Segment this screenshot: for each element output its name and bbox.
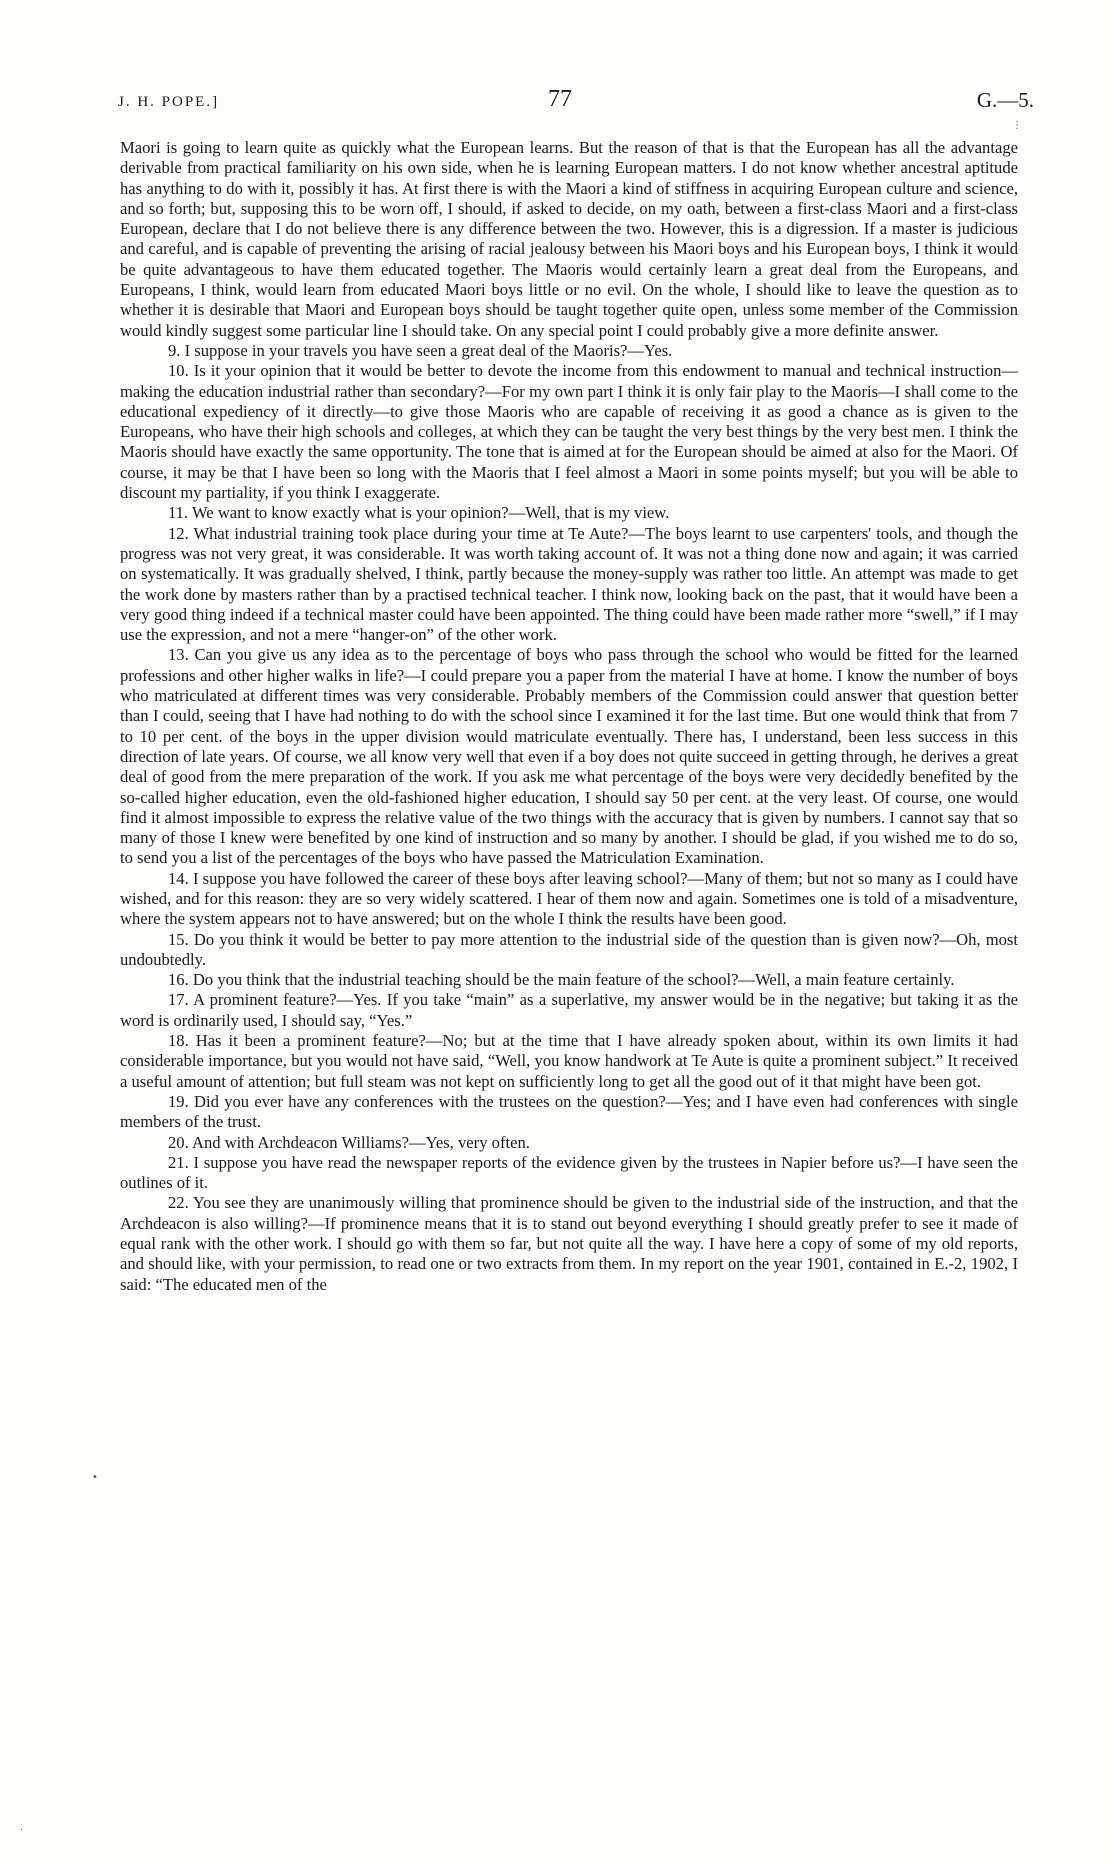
question-12: 12. What industrial training took place during your time at Te Aute?—The boys learnt to use carpenters' tools, and though the progress was not very great, it was considerable. It was worth taking account of. It was not a thing done now and again; it was carried on systematically. It was gradually shelved, I think, partly because the money-supply was rather too little. An attempt was made to get the work done by masters rather than by a practised technical teacher. I think now, looking back on the past, that it would have been a very good thing indeed if a technical master could have been appointed. The thing could have been made rather more “swell,” if I may use the expression, and not a mere “hanger-on” of the other work.	[120, 523, 1018, 645]
question-22: 22. You see they are unanimously willing that prominence should be given to the industrial side of the instruction, and that the Archdeacon is also willing?—If prominence means that it is to stand out beyond everything I should greatly prefer to see it made of equal rank with the other work. I should go with them so far, but not quite all the way. I have here a copy of some of my old reports, and should like, with your permission, to read one or two extracts from them. In my report on the year 1901, contained in E.-2, 1902, I said: “The educated men of the	[120, 1193, 1018, 1294]
question-14: 14. I suppose you have followed the career of these boys after leaving school?—Many of them; but not so many as I could have wished, and for this reason: they are so very widely scattered. I hear of them now and again. Sometimes one is told of a misadventure, where the system appears not to have answered; but on the whole I think the results have been good.	[120, 868, 1018, 929]
body-text	[120, 138, 1018, 1295]
page-number: 77	[548, 86, 572, 112]
question-21: 21. I suppose you have read the newspaper reports of the evidence given by the trustees in Napier before us?—I have seen the outlines of it.	[120, 1152, 1018, 1193]
parliamentary-paper-ref: G.—5.	[976, 88, 1034, 112]
paragraph-continuation: Maori is going to learn quite as quickly what the European learns. But the reason of that is that the European has all the advantage derivable from practical familiarity on his own side, when he is learning European matters. I do not know whether ancestral aptitude has anything to do with it, possibly it has. At first there is with the Maori a kind of stiffness in acquiring European culture and science, and so forth; but, supposing this to be worn off, I should, if asked to decide, on my oath, between a first-class Maori and a first-class European, declare that I do not believe there is any difference between the two. However, this is a digression. If a master is judicious and careful, and is capable of preventing the arising of racial jealousy between his Maori boys and his European boys, I think it would be quite advantageous to have them educated together. The Maoris would certainly learn a great deal from the Europeans, and Europeans, I think, would learn from educated Maori boys little or no evil. On the whole, I should like to leave the question as to whether it is desirable that Maori and European boys should be taught together quite open, unless some member of the Commission would kindly suggest some particular line I should take. On any special point I could probably give a more definite answer.	[120, 138, 1018, 340]
question-20: 20. And with Archdeacon Williams?—Yes, very often.	[168, 1132, 530, 1152]
question-11: 11. We want to know exactly what is your opinion?—Well, that is my view.	[168, 503, 670, 523]
margin-speck: ⋮	[1012, 120, 1022, 131]
question-16: 16. Do you think that the industrial teaching should be the main feature of the school?—Well, a main feature certainly.	[168, 970, 955, 990]
running-head-witness: J. H. POPE.]	[118, 94, 220, 110]
page-header	[118, 86, 1034, 116]
question-19: 19. Did you ever have any conferences with the trustees on the question?—Yes; and I have even had conferences with single members of the trust.	[120, 1091, 1018, 1132]
question-10: 10. Is it your opinion that it would be better to devote the income from this endowment to manual and technical instruction—making the education industrial rather than secondary?—For my own part I think it is only fair play to the Maoris—I shall come to the educational expediency of it directly—to give those Maoris who are capable of receiving it as good a chance as is given to the Europeans, who have their high schools and colleges, at which they can be taught the very best things by the very best men. I think the Maoris should have exactly the same opportunity. The tone that is aimed at for the European should be aimed at also for the Maori. Of course, it may be that I have been so long with the Maoris that I feel almost a Maori in some points myself; but you will be able to discount my partiality, if you think I exaggerate.	[120, 361, 1018, 503]
question-18: 18. Has it been a prominent feature?—No; but at the time that I have already spoken about, within its own limits it had considerable importance, but you would not have said, “Well, you know handwork at Te Aute is quite a prominent subject.” It received a useful amount of attention; but full steam was not kept on sufficiently long to get all the good out of it that might have been got.	[120, 1031, 1018, 1091]
margin-speck: ·	[20, 1825, 24, 1836]
question-15: 15. Do you think it would be better to pay more attention to the industrial side of the question than is given now?—Oh, most undoubtedly.	[120, 929, 1018, 969]
margin-speck: •	[92, 1472, 98, 1483]
question-17: 17. A prominent feature?—Yes. If you take “main” as a superlative, my answer would be in the negative; but taking it as the word is ordinarily used, I should say, “Yes.”	[120, 990, 1018, 1030]
question-13: 13. Can you give us any idea as to the percentage of boys who pass through the school who would be fitted for the learned professions and other higher walks in life?—I could prepare you a paper from the material I have at home. I know the number of boys who matriculated at different times was very considerable. Probably members of the Commission could answer that question better than I could, seeing that I have had nothing to do with the school since I examined it for the last time. But one would think that from 7 to 10 per cent. of the boys in the upper division would matriculate eventually. There has, I understand, been less success in this direction of late years. Of course, we all know very well that even if a boy does not quite succeed in getting through, he derives a great deal of good from the mere preparation of the work. If you ask me what percentage of the boys were very decidedly benefited by the so-called higher education, even the old-fashioned higher education, I should say 50 per cent. at the very least. Of course, one would find it almost impossible to express the relative value of the two things with the accuracy that is given by numbers. I cannot say that so many of those I knew were benefited by one kind of instruction and so many by another. I should be glad, if you wished me to do so, to send you a list of the percentages of the boys who have passed the Matriculation Examination.	[120, 645, 1018, 868]
question-9: 9. I suppose in your travels you have seen a great deal of the Maoris?—Yes.	[168, 340, 673, 360]
